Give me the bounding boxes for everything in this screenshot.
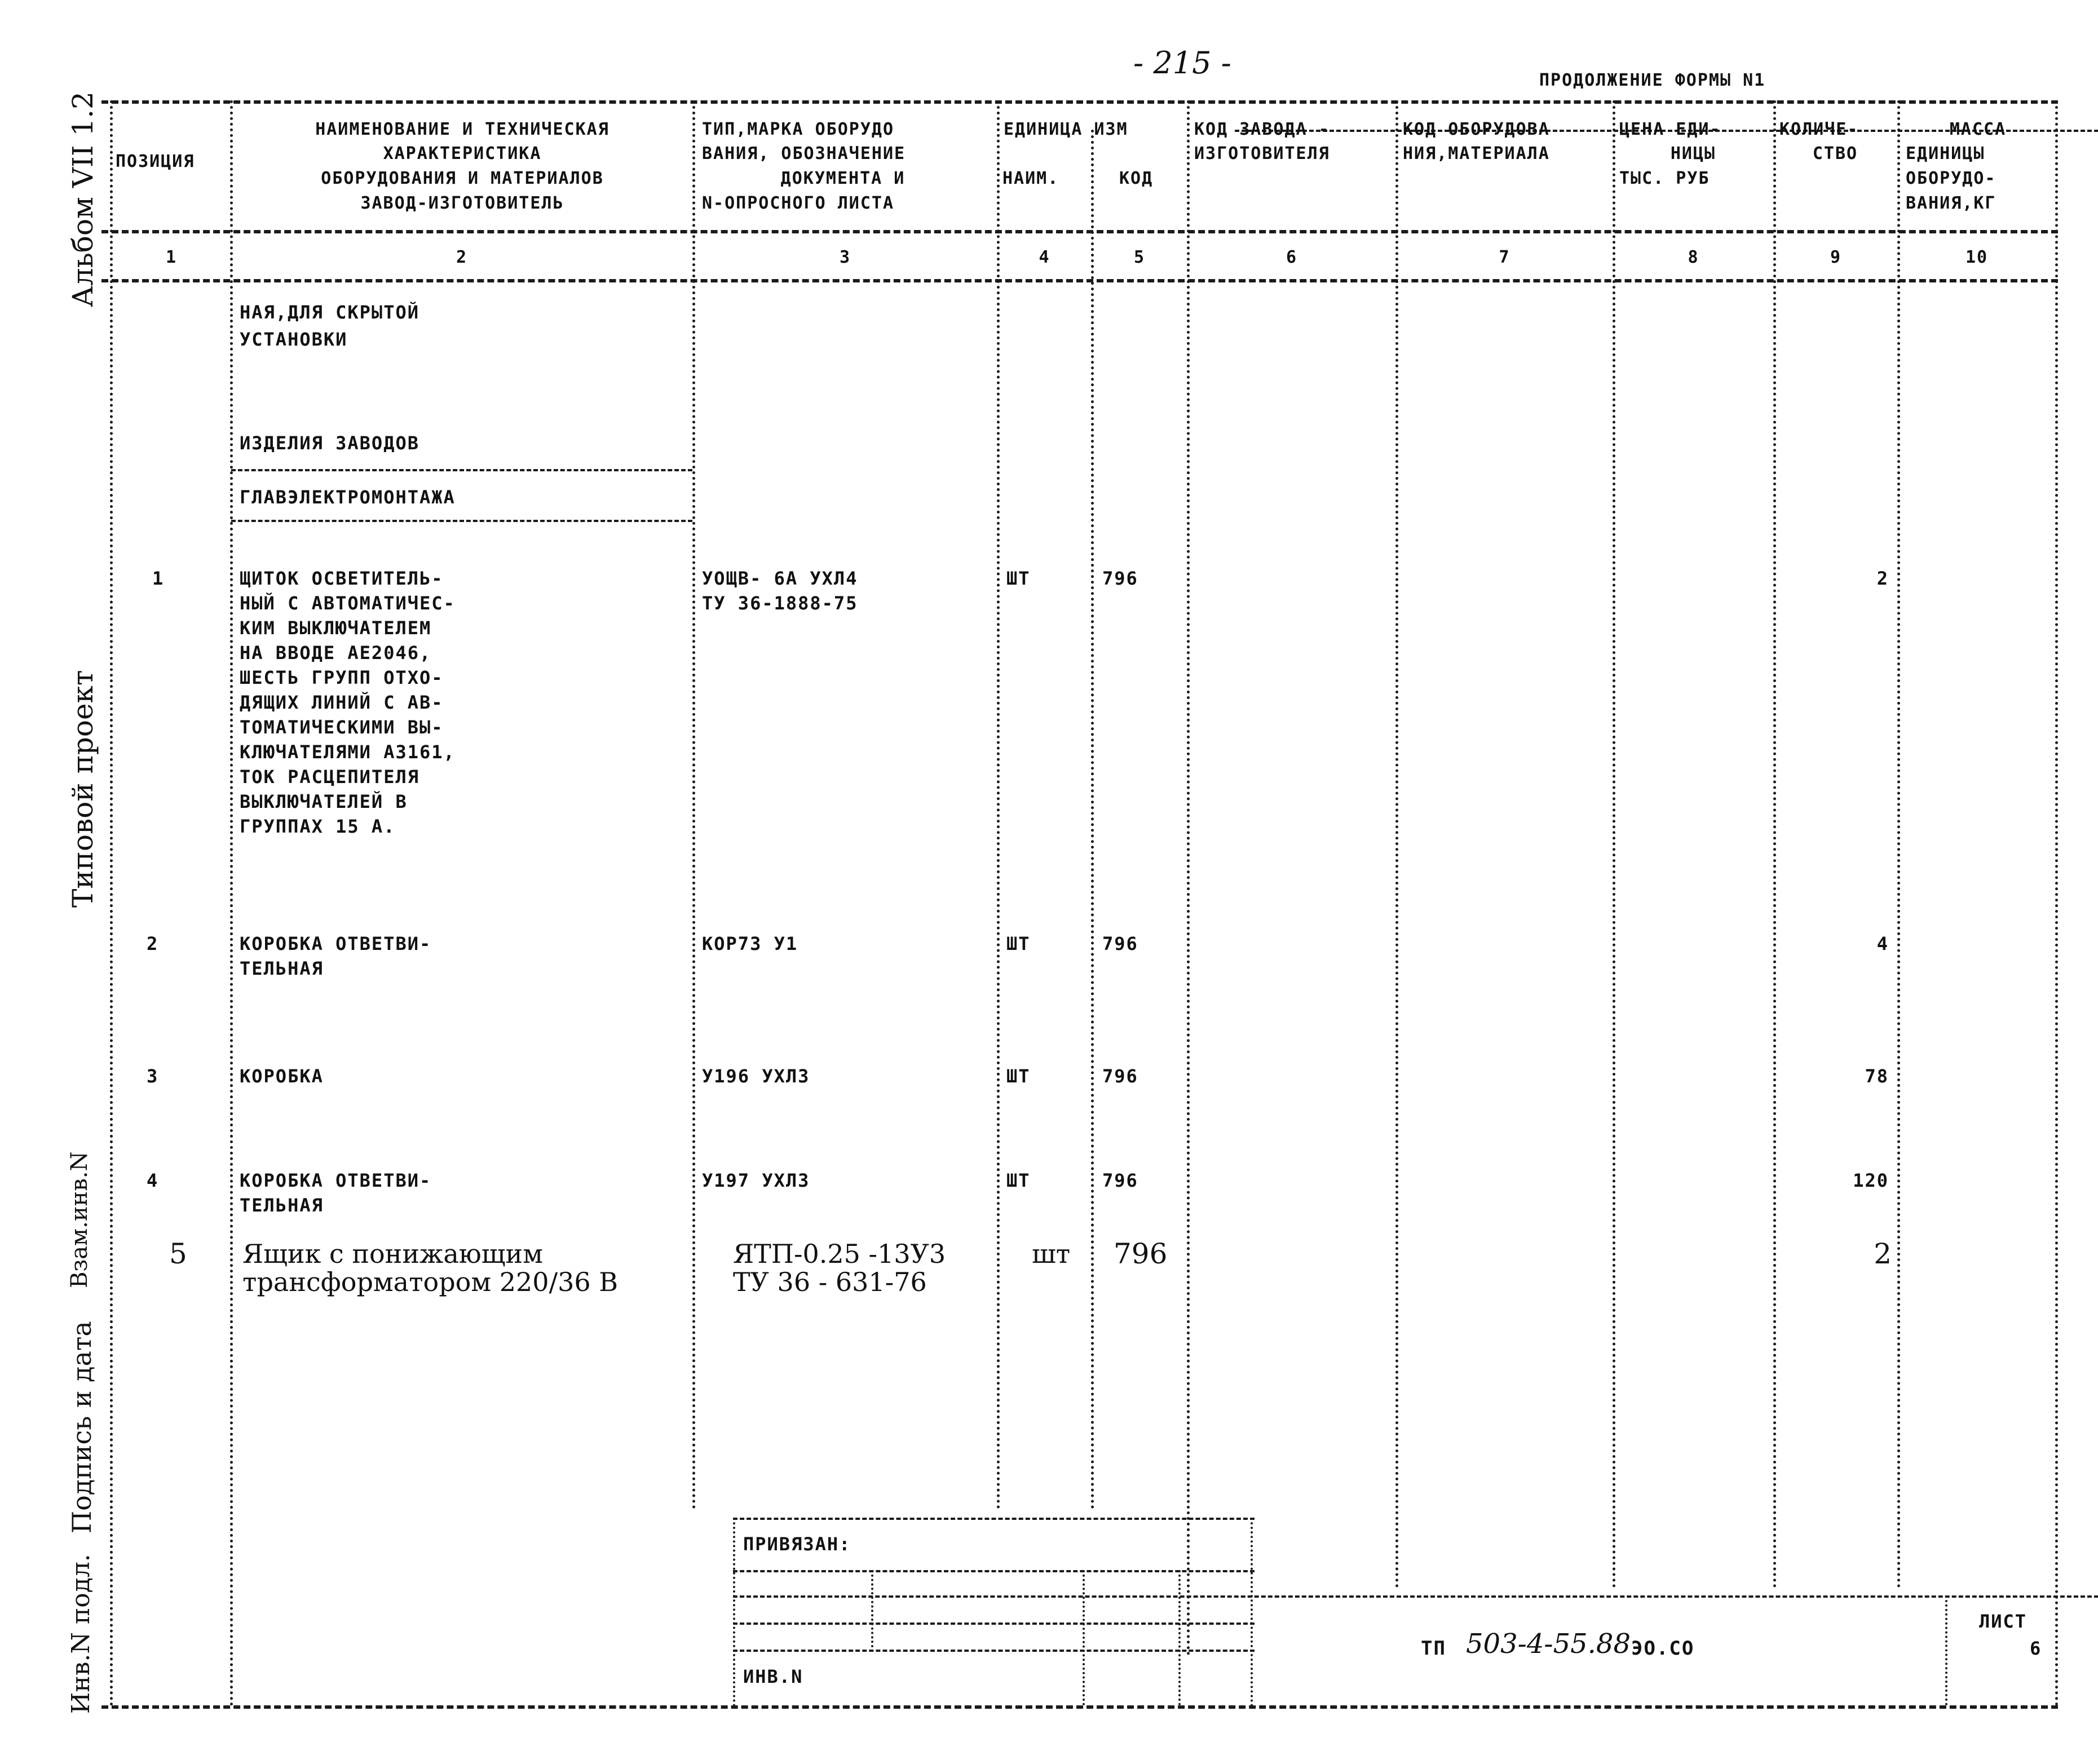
- col-rule-1: [230, 100, 233, 1707]
- col-number-3: 3: [839, 247, 851, 267]
- col-number-7: 7: [1499, 247, 1510, 267]
- header-mass-line4: ВАНИЯ,КГ: [1906, 193, 1997, 213]
- col-rule-2: [692, 100, 695, 1510]
- header-unit-name: НАИМ.: [1002, 169, 1059, 188]
- sidebar-inv-orig: Инв.N подл.: [67, 1554, 95, 1714]
- header-position: ПОЗИЦИЯ: [116, 152, 195, 171]
- numbers-bottom-rule: [101, 279, 2058, 282]
- header-type-line1: ТИП,МАРКА ОБОРУДО: [702, 120, 895, 139]
- col-rule-7: [1613, 100, 1615, 1589]
- item-1-code: 796: [1102, 568, 1138, 589]
- sidebar-album: Альбом VII 1.2: [67, 91, 99, 307]
- item-3-code: 796: [1102, 1066, 1138, 1087]
- sheet-box-rule: [1945, 1595, 1947, 1705]
- header-mass-line1: МАССА: [1949, 120, 2007, 139]
- item-1-name-11: ГРУППАХ 15 А.: [240, 816, 396, 837]
- header-type-line4: N-ОПРОСНОГО ЛИСТА: [702, 193, 895, 213]
- col-rule-right: [2055, 100, 2058, 1707]
- header-qty-line2: СТВО: [1812, 144, 1858, 163]
- stamp-inner-rule-1: [871, 1570, 873, 1652]
- item-1-name-5: ШЕСТЬ ГРУПП ОТХО-: [240, 667, 444, 688]
- item-3-type-1: У196 УХЛ3: [702, 1066, 810, 1087]
- doc-code-suffix: ЭО.СО: [1631, 1637, 1695, 1660]
- col-number-5: 5: [1133, 247, 1146, 267]
- item-1-name-1: ЩИТОК ОСВЕТИТЕЛЬ-: [240, 568, 444, 589]
- header-price-line1: ЦЕНА ЕДИ-: [1619, 120, 1721, 139]
- item-2-qty: 4: [1876, 933, 1889, 954]
- item-1-name-7: ТОМАТИЧЕСКИМИ ВЫ-: [240, 717, 444, 738]
- header-price-line3: ТЫС. РУБ: [1619, 169, 1710, 188]
- header-bottom-rule: [101, 230, 2058, 233]
- item-3-qty: 78: [1865, 1066, 1889, 1087]
- item-1-name-9: ТОК РАСЦЕПИТЕЛЯ: [240, 766, 419, 788]
- stamp-top-rule: [733, 1518, 1255, 1520]
- sidebar-sign-date: Подпись и дата: [67, 1321, 97, 1533]
- item-2-type-1: КОР73 У1: [702, 933, 798, 954]
- header-unit-code: КОД: [1119, 169, 1154, 188]
- stamp-rule-4: [733, 1650, 1255, 1652]
- item-1-unit: ШТ: [1006, 568, 1031, 589]
- header-mass-line2: ЕДИНИЦЫ: [1906, 144, 1985, 163]
- header-type-line2: ВАНИЯ, ОБОЗНАЧЕНИЕ: [702, 144, 906, 163]
- stamp-left-rule: [733, 1518, 735, 1706]
- item-2-pos: 2: [147, 933, 159, 954]
- item-4-qty: 120: [1853, 1170, 1889, 1191]
- item-5-name-1: Ящик с понижающим: [242, 1239, 543, 1269]
- stamp-inner-rule-3: [1178, 1570, 1181, 1705]
- header-name-line1: НАИМЕНОВАНИЕ И ТЕХНИЧЕСКАЯ: [315, 120, 609, 139]
- intro-group-name: ГЛАВЭЛЕКТРОМОНТАЖА: [240, 487, 456, 508]
- item-1-name-10: ВЫКЛЮЧАТЕЛЕЙ В: [240, 791, 408, 812]
- header-qty-line1: КОЛИЧЕ-: [1779, 120, 1859, 139]
- doc-code-handwritten: 503-4-55.88: [1466, 1628, 1631, 1660]
- item-5-type-1: ЯТП-0.25 -13У3: [733, 1239, 946, 1269]
- group-box-bottom: [231, 520, 692, 522]
- col-number-8: 8: [1688, 247, 1699, 267]
- item-1-type-2: ТУ 36-1888-75: [702, 593, 858, 614]
- stamp-inv-label: ИНВ.N: [743, 1666, 803, 1687]
- item-5-unit: шт: [1032, 1239, 1071, 1269]
- col-number-1: 1: [165, 247, 178, 267]
- intro-line-2: УСТАНОВКИ: [240, 329, 348, 350]
- item-1-name-3: КИМ ВЫКЛЮЧАТЕЛЕМ: [240, 617, 432, 639]
- stamp-right-rule: [1251, 1518, 1253, 1706]
- intro-group-line: ИЗДЕЛИЯ ЗАВОДОВ: [240, 432, 419, 454]
- group-box-top: [231, 469, 692, 471]
- intro-line-1: НАЯ,ДЛЯ СКРЫТОЙ: [240, 302, 419, 323]
- sheet-label: ЛИСТ: [1979, 1611, 2028, 1632]
- col-number-6: 6: [1286, 247, 1298, 267]
- sidebar-project: Типовой проект: [67, 670, 99, 908]
- col-number-2: 2: [456, 247, 468, 267]
- stamp-inner-rule-2: [1083, 1570, 1085, 1705]
- col-rule-6: [1395, 100, 1398, 1589]
- item-1-pos: 1: [152, 568, 165, 589]
- header-mass-line3: ОБОРУДО-: [1906, 169, 1997, 188]
- col-number-9: 9: [1830, 247, 1842, 267]
- col-rule-8: [1773, 100, 1776, 1589]
- header-price-line2: НИЦЫ: [1670, 144, 1716, 163]
- item-2-name-1: КОРОБКА ОТВЕТВИ-: [240, 933, 432, 954]
- item-2-name-2: ТЕЛЬНАЯ: [240, 958, 324, 979]
- item-5-pos: 5: [169, 1237, 187, 1270]
- item-5-code: 796: [1114, 1237, 1168, 1270]
- item-2-code: 796: [1102, 933, 1138, 954]
- stamp-rule-3: [733, 1622, 1255, 1625]
- page-number: - 215 -: [1133, 45, 1231, 81]
- item-1-name-4: НА ВВОДЕ АЕ2046,: [240, 642, 432, 664]
- item-4-pos: 4: [147, 1170, 159, 1191]
- sidebar-swap-inv: Взам.инв.N: [67, 1151, 92, 1288]
- item-4-unit: ШТ: [1006, 1170, 1031, 1191]
- header-factory-line2: ИЗГОТОВИТЕЛЯ: [1194, 144, 1330, 163]
- item-4-code: 796: [1102, 1170, 1138, 1191]
- col-number-4: 4: [1039, 247, 1050, 267]
- header-unit-title: ЕДИНИЦА ИЗМ: [1004, 120, 1128, 139]
- header-name-line2: ХАРАКТЕРИСТИКА: [383, 144, 542, 163]
- col-rule-left: [110, 100, 113, 1707]
- header-type-line3: ДОКУМЕНТА И: [780, 169, 906, 188]
- item-5-qty: 2: [1874, 1237, 1892, 1270]
- item-1-name-8: КЛЮЧАТЕЛЯМИ А3161,: [240, 741, 456, 763]
- header-equip-code-line1: КОД ОБОРУДОВА: [1403, 120, 1550, 139]
- item-3-unit: ШТ: [1006, 1066, 1031, 1087]
- item-1-name-6: ДЯЩИХ ЛИНИЙ С АВ-: [240, 692, 444, 713]
- table-bottom-rule: [101, 1705, 2058, 1709]
- table-top-rule: [101, 100, 2058, 104]
- item-1-qty: 2: [1876, 568, 1889, 589]
- item-4-name-2: ТЕЛЬНАЯ: [240, 1195, 324, 1216]
- continuation-label: ПРОДОЛЖЕНИЕ ФОРМЫ N1: [1539, 70, 1766, 90]
- stamp-rule-1: [733, 1570, 1255, 1572]
- col-rule-5: [1187, 100, 1190, 1656]
- item-3-pos: 3: [147, 1066, 159, 1087]
- stamp-attached-label: ПРИВЯЗАН:: [743, 1533, 851, 1555]
- header-factory-line1: КОД ЗАВОДА -: [1194, 120, 1330, 139]
- col-rule-4: [1091, 130, 1094, 1510]
- col-rule-9: [1897, 100, 1900, 1589]
- sheet-number: 6: [2030, 1638, 2042, 1659]
- header-name-line4: ЗАВОД-ИЗГОТОВИТЕЛЬ: [360, 193, 564, 213]
- header-name-line3: ОБОРУДОВАНИЯ И МАТЕРИАЛОВ: [321, 169, 604, 188]
- item-4-name-1: КОРОБКА ОТВЕТВИ-: [240, 1170, 432, 1191]
- doc-code-prefix: ТП: [1421, 1637, 1446, 1660]
- item-3-name-1: КОРОБКА: [240, 1066, 324, 1087]
- item-5-name-2: трансформатором 220/36 В: [242, 1267, 619, 1297]
- col-rule-3: [997, 100, 1000, 1510]
- item-5-type-2: ТУ 36 - 631-76: [733, 1267, 927, 1297]
- col-number-10: 10: [1965, 247, 1989, 267]
- header-equip-code-line2: НИЯ,МАТЕРИАЛА: [1403, 144, 1550, 163]
- item-1-type-1: УОЩВ- 6А УХЛ4: [702, 568, 858, 589]
- stamp-rule-2: [733, 1595, 2098, 1598]
- item-4-type-1: У197 УХЛ3: [702, 1170, 810, 1191]
- item-1-name-2: НЫЙ С АВТОМАТИЧЕС-: [240, 593, 456, 614]
- item-2-unit: ШТ: [1006, 933, 1031, 954]
